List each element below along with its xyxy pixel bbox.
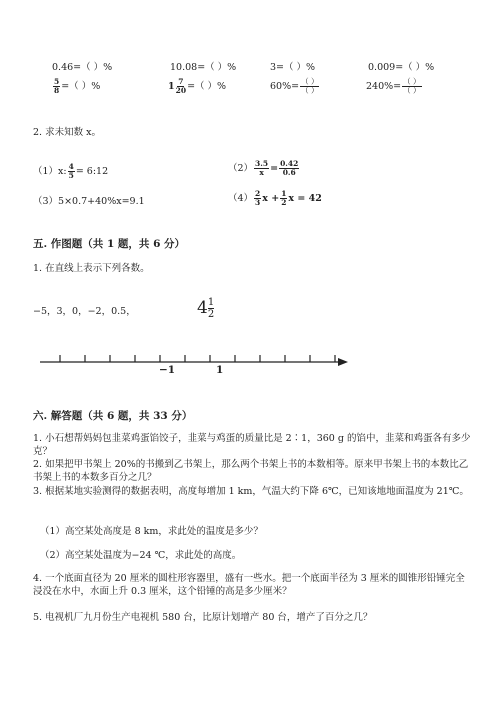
equation-3: （3）5×0.7+40%x=9.1	[33, 196, 145, 207]
fraction-1-2: $\frac{1}{2}$	[207, 297, 215, 320]
mixed-number: 4 $\frac{1}{2}$	[197, 297, 215, 320]
question-5: 5. 电视机厂九月份生产电视机 580 台，比原计划增产 80 台，增产了百分之几？	[33, 612, 373, 623]
fraction-1-2: $\frac{1}{2}$	[281, 189, 287, 207]
conversion-item-5: $\frac{5}{8}$ =（ ）%	[54, 77, 101, 95]
equation-2: （2） $\frac{3.5}{x}$ = $\frac{0.42}{0.6}$	[228, 159, 299, 177]
conversion-item-8: 240%= $\frac{( )}{( )}$	[366, 77, 421, 95]
section-6-heading: 六. 解答题（共 6 题，共 33 分）	[33, 410, 193, 422]
conversion-item-6: 1 $\frac{7}{20}$ =（ ）%	[168, 77, 227, 95]
question-1: 1. 小石想帮妈妈包韭菜鸡蛋馅饺子，韭菜与鸡蛋的质量比是 2∶1，360 g 的馅中，韭菜和鸡蛋各有多少克？	[33, 433, 471, 457]
question-3: 3. 根据某地实验测得的数据表明，高度每增加 1 km，气温大约下降 6℃，已知该地地面温度为 21℃。	[33, 486, 469, 497]
section-2-title: 2. 求未知数 x。	[33, 127, 101, 138]
fraction-5-8: $\frac{5}{8}$	[54, 77, 60, 95]
fraction-4-5: $\frac{4}{5}$	[68, 162, 74, 180]
conversion-item-2: 10.08=（ ）%	[170, 62, 237, 73]
question-3-part-1: （1）高空某处高度是 8 km，求此处的温度是多少？	[40, 526, 263, 537]
fraction-blank: $\frac{( )}{( )}$	[301, 77, 319, 95]
tick-label-1: 1	[216, 364, 224, 376]
conversion-item-7: 60%= $\frac{( )}{( )}$	[270, 77, 319, 95]
arrow-icon	[338, 358, 348, 366]
question-3-part-2: （2）高空某处温度为−24 ℃，求此处的高度。	[40, 550, 242, 561]
question-2: 2. 如果把甲书架上 20%的书搬到乙书架上，那么两个书架上书的本数相等。原来甲书架上书的本数比乙书架上书的本数多百分之几？	[33, 459, 469, 483]
conversion-item-4: 0.009=（ ）%	[368, 62, 435, 73]
fraction-3.5-x: $\frac{3.5}{x}$	[255, 159, 269, 177]
equation-4: （4） $\frac{2}{3}$ x + $\frac{1}{2}$ x = 42	[228, 189, 322, 207]
numbers-to-plot: −5，3，0，−2，0.5，	[33, 306, 136, 317]
ticks	[60, 355, 335, 362]
number-line	[0, 350, 500, 380]
equation-1: （1）x: $\frac{4}{5}$ = 6:12	[33, 162, 109, 180]
conversion-item-3: 3=（ ）%	[270, 62, 316, 73]
fraction-blank: $\frac{( )}{( )}$	[403, 77, 421, 95]
fraction-2-3: $\frac{2}{3}$	[255, 189, 261, 207]
section-5-heading: 五. 作图题（共 1 题，共 6 分）	[33, 238, 186, 250]
fraction-7-20: $\frac{7}{20}$	[175, 77, 187, 95]
section-5-question-1: 1. 在直线上表示下列各数。	[33, 263, 150, 274]
conversion-item-1: 0.46=（ ）%	[52, 62, 113, 73]
tick-label-neg1: −1	[159, 364, 176, 376]
fraction-0.42-0.6: $\frac{0.42}{0.6}$	[280, 159, 299, 177]
question-4: 4. 一个底面直径为 20 厘米的圆柱形容器里，盛有一些水。把一个底面半径为 3 厘米的圆锥形铅锤完全浸没在水中，水面上升 0.3 厘米，这个铅锤的高是多少厘米？	[33, 573, 465, 597]
